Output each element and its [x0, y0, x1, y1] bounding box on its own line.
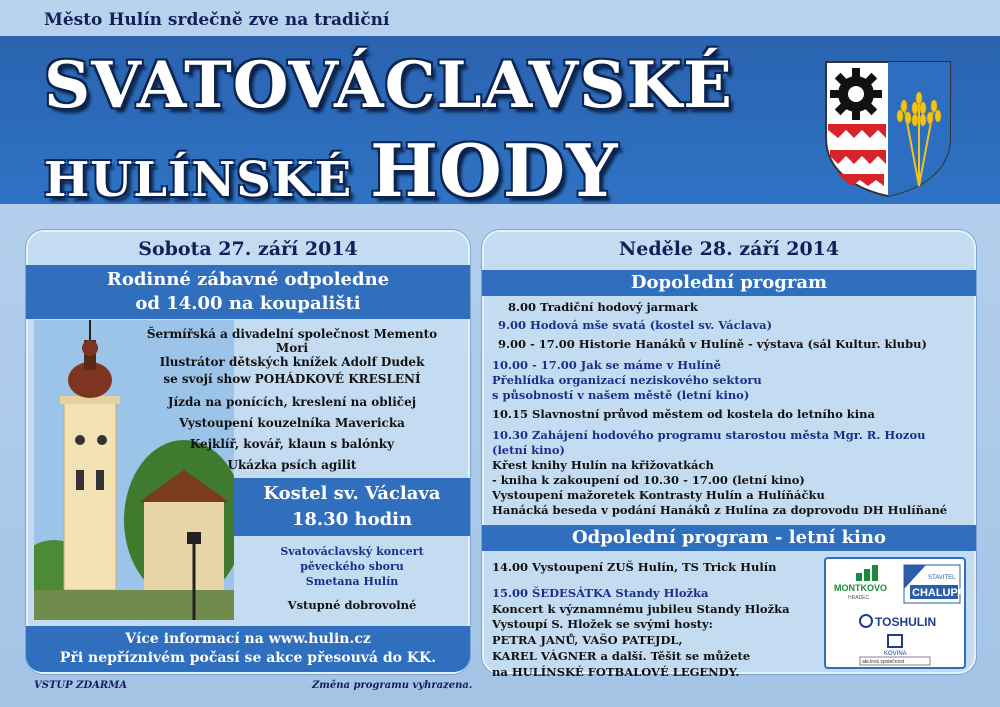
morning-item: Vystoupení mažoretek Kontrasty Hulín a Hulíňáčku	[492, 488, 825, 502]
morning-program-bar: Dopolední program	[482, 270, 976, 296]
morning-item: 10.15 Slavnostní průvod městem od kostela do letního kina	[492, 407, 875, 421]
afternoon-item: 14.00 Vystoupení ZUŠ Hulín, TS Trick Hulín	[492, 560, 777, 574]
chalupa-top: STAVITEL	[928, 575, 956, 581]
afternoon-item: KAREL VÁGNER a další. Těšit se můžete	[492, 649, 751, 663]
saturday-date: Sobota 27. září 2014	[138, 238, 358, 260]
afternoon-item: Koncert k významnému jubileu Standy Hložka	[492, 602, 790, 616]
morning-item: Křest knihy Hulín na křižovatkách	[492, 458, 714, 472]
morning-item: 9.00 Hodová mše svatá (kostel sv. Václava)	[498, 318, 773, 332]
footer-change-note: Změna programu vyhrazena.	[312, 680, 473, 691]
sunday-date: Neděle 28. září 2014	[618, 238, 840, 260]
concert-line: Svatováclavský koncert	[280, 545, 424, 558]
kovina-sub: akciová společnost	[862, 659, 905, 665]
concert-line: pěveckého sboru	[300, 560, 404, 573]
saturday-item: Jízda na ponících, kreslení na obličej	[167, 395, 417, 409]
sponsor-logos	[824, 557, 966, 669]
info-weather: Při nepříznivém počasí se akce přesouvá do KK.	[59, 650, 437, 666]
morning-item: - kniha k zakoupení od 10.30 - 17.00 (letní kino)	[492, 473, 805, 487]
invitation-line: Město Hulín srdečně zve na tradiční	[44, 10, 390, 30]
toshulin-logo: TOSHULIN	[875, 615, 937, 629]
saturday-item: Vystoupení kouzelníka Mavericka	[179, 416, 405, 430]
montkovo-sub: HRADEC	[848, 595, 870, 601]
morning-item: Přehlídka organizací neziskového sektoru	[492, 373, 762, 387]
afternoon-item: 15.00 ŠEDESÁTKA Standy Hložka	[492, 586, 709, 600]
afternoon-item: na HULÍNSKÉ FOTBALOVÉ LEGENDY.	[492, 665, 740, 679]
footer-free-entry: VSTUP ZDARMA	[34, 680, 128, 691]
saturday-item: Kejklíř, kovář, klaun s balónky	[189, 437, 395, 451]
saturday-bar-line-2: od 14.00 na koupališti	[135, 293, 361, 314]
title-line-1: SVATOVÁCLAVSKÉ	[44, 48, 733, 123]
church-time: 18.30 hodin	[291, 509, 413, 530]
morning-item: 10.00 - 17.00 Jak se máme v Hulíně	[492, 358, 721, 372]
afternoon-program-bar: Odpolední program - letní kino	[482, 525, 976, 551]
morning-item: 8.00 Tradiční hodový jarmark	[508, 300, 698, 314]
morning-item: 9.00 - 17.00 Historie Hanáků v Hulíně - výstava (sál Kultur. klubu)	[498, 337, 927, 351]
info-website: Více informací na www.hulin.cz	[125, 631, 371, 647]
afternoon-item: Vystoupí S. Hložek se svými hosty:	[492, 617, 713, 631]
saturday-item: Ilustrátor dětských knížek Adolf Dudek	[159, 355, 425, 369]
morning-item: (letní kino)	[492, 443, 565, 457]
church-title: Kostel sv. Václava	[263, 483, 441, 504]
morning-item: s působností v našem městě (letní kino)	[492, 388, 750, 402]
kovina-logo: KOVINA	[884, 651, 907, 657]
church-event-bar	[234, 478, 470, 536]
montkovo-logo: MONTKOVO	[834, 583, 887, 593]
admission-note: Vstupné dobrovolné	[287, 598, 417, 612]
title-hody: HODY	[369, 128, 619, 213]
title-hulinske: HULÍNSKÉ	[44, 152, 353, 208]
coat-of-arms-icon	[822, 58, 954, 200]
info-bar	[26, 626, 470, 672]
saturday-item: se svojí show POHÁDKOVÉ KRESLENÍ	[163, 372, 421, 386]
saturday-item: Ukázka psích agilit	[227, 458, 357, 472]
saturday-afternoon-bar	[26, 265, 470, 319]
saturday-item: Šermířská a divadelní společnost Memento Mori	[146, 327, 438, 355]
morning-item: Hanácká beseda v podání Hanáků z Hulína za doprovodu DH Hulíňané	[492, 503, 948, 517]
saturday-bar-line-1: Rodinné zábavné odpoledne	[106, 269, 390, 290]
afternoon-item: PETRA JANŮ, VAŠO PATEJDL,	[492, 633, 683, 647]
sponsor-logos-icon	[826, 559, 964, 667]
morning-item: 10.30 Zahájení hodového programu starostou města Mgr. R. Hozou	[492, 428, 926, 442]
chalupa-logo: CHALUPA	[912, 587, 964, 599]
concert-line: Smetana Hulín	[305, 575, 399, 588]
title-line-2	[44, 128, 619, 213]
